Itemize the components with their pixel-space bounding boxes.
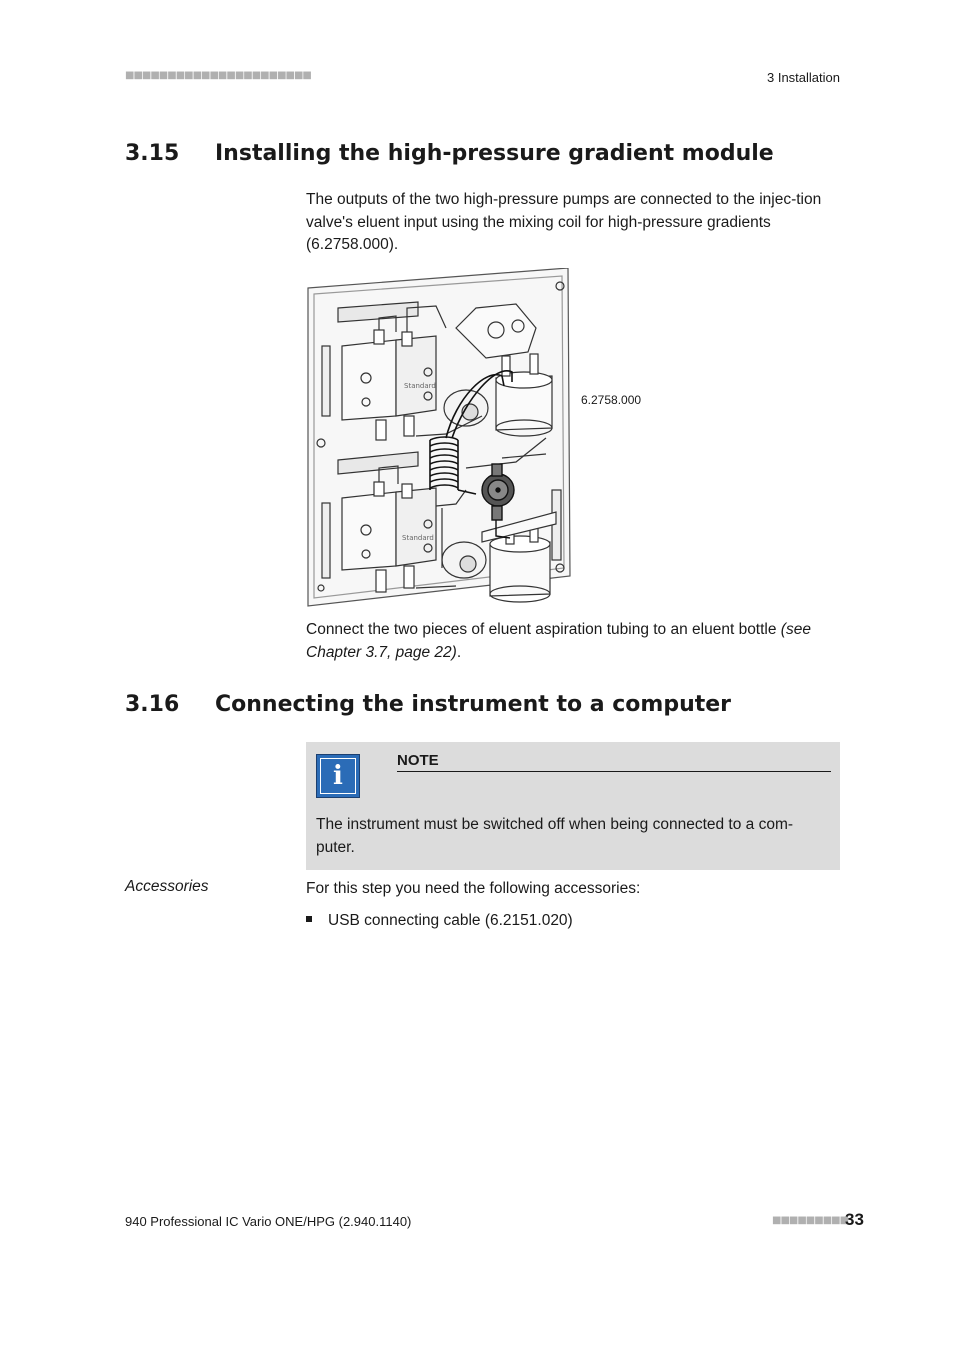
section-number: 3.15 [125, 141, 180, 166]
section-315-instruction [306, 619, 834, 664]
note-text: The instrument must be switched off when being connected to a com-puter. [316, 816, 794, 856]
page-number: 33 [845, 1210, 864, 1229]
chapter-reference-link[interactable]: (see Chapter 3.7, page 22) [306, 621, 811, 661]
section-315-paragraph: The outputs of the two high-pressure pumps are connected to the injec-tion valve's eluent input using the mixing coil for high-pressure gradients (6.2758.000). [306, 191, 822, 253]
figure-standard-label-lower: Standard [402, 534, 434, 542]
footer-decoration: ■■■■■■■■■ [772, 1215, 849, 1226]
note-heading: NOTE [397, 752, 831, 772]
bullet-icon [306, 916, 312, 922]
accessories-intro: For this step you need the following accessories: [306, 880, 641, 897]
figure-standard-label: Standard [404, 382, 436, 390]
header-decoration: ■■■■■■■■■■■■■■■■■■■■■■ [125, 70, 311, 81]
list-item [306, 910, 573, 933]
section-315-heading [125, 141, 774, 166]
module-figure [306, 268, 641, 608]
section-316-heading [125, 692, 731, 717]
info-icon [316, 754, 360, 798]
header-chapter: 3 Installation [767, 70, 840, 85]
section-title: Installing the high-pressure gradient module [215, 141, 774, 166]
footer-title: 940 Professional IC Vario ONE/HPG (2.940.1140) [125, 1214, 412, 1229]
instruction-text: Connect the two pieces of eluent aspiration tubing to an eluent bottle [306, 621, 781, 638]
section-number: 3.16 [125, 692, 180, 717]
section-title: Connecting the instrument to a computer [215, 692, 732, 717]
figure-callout: 6.2758.000 [581, 393, 642, 407]
instruction-suffix: . [456, 643, 462, 661]
info-icon-glyph: i [320, 758, 356, 794]
accessories-label: Accessories [125, 878, 209, 895]
accessory-usb-cable: USB connecting cable (6.2151.020) [328, 912, 573, 929]
note-box [306, 742, 840, 870]
